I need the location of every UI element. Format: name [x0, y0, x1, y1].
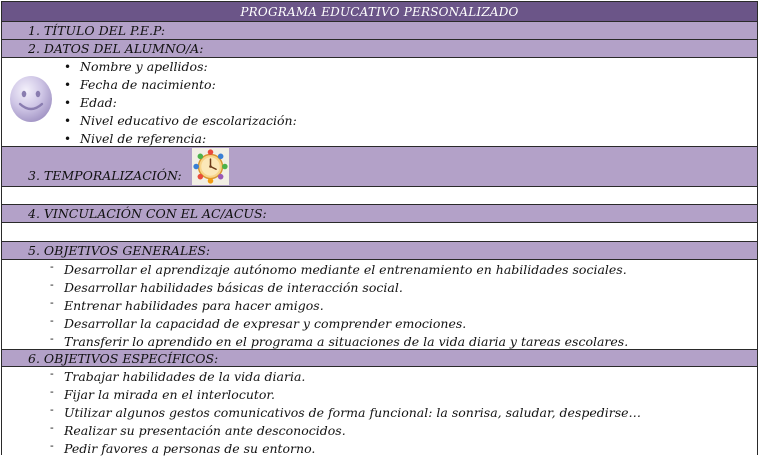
alumno-list	[60, 58, 297, 148]
list-item: - Pedir favores a personas de su entorno.	[50, 439, 316, 456]
list-item: • Nivel educativo de escolarización:	[64, 113, 297, 128]
list-item: - Trabajar habilidades de la vida diaria.	[50, 367, 306, 384]
objetivos-especificos-row	[2, 367, 757, 455]
smiley-face-icon	[8, 74, 54, 124]
list-item: - Fijar la mirada en el interlocutor.	[50, 385, 276, 402]
objetivos-especificos-list	[48, 368, 641, 458]
section-temporalizacion: 3. TEMPORALIZACIÓN:	[2, 147, 757, 187]
vinculacion-blank-row	[2, 223, 757, 242]
section-objetivos-especificos: 6. OBJETIVOS ESPECÍFICOS:	[2, 350, 757, 367]
list-item: - Desarrollar la capacidad de expresar y comprender emociones.	[50, 314, 467, 331]
list-item: - Realizar su presentación ante desconocidos.	[50, 421, 346, 438]
objetivos-generales-row	[2, 260, 757, 350]
clock-icon	[192, 148, 229, 185]
section-titulo: 1. TÍTULO DEL P.E.P:	[2, 22, 757, 40]
section-vinculacion: 4. VINCULACIÓN CON EL AC/ACUS:	[2, 205, 757, 223]
list-item: - Entrenar habilidades para hacer amigos.	[50, 296, 324, 313]
list-item: - Transferir lo aprendido en el programa a situaciones de la vida diaria y tareas escolares.	[50, 332, 629, 349]
section-objetivos-generales: 5. OBJETIVOS GENERALES:	[2, 242, 757, 260]
temporalizacion-blank-row	[2, 187, 757, 205]
list-item: - Desarrollar el aprendizaje autónomo mediante el entrenamiento en habilidades sociales.	[50, 260, 627, 277]
list-item: • Nivel de referencia:	[64, 131, 207, 146]
list-item: • Fecha de nacimiento:	[64, 77, 216, 92]
pep-table	[1, 1, 758, 455]
objetivos-generales-list	[48, 261, 628, 351]
table-title: PROGRAMA EDUCATIVO PERSONALIZADO	[2, 2, 757, 22]
list-item: • Edad:	[64, 95, 117, 110]
section-datos-alumno: 2. DATOS DEL ALUMNO/A:	[2, 40, 757, 58]
alumno-data-row	[2, 58, 757, 147]
list-item: • Nombre y apellidos:	[64, 59, 208, 74]
list-item: - Utilizar algunos gestos comunicativos de forma funcional: la sonrisa, saludar, despedirse…	[50, 403, 642, 420]
list-item: - Desarrollar habilidades básicas de interacción social.	[50, 278, 403, 295]
